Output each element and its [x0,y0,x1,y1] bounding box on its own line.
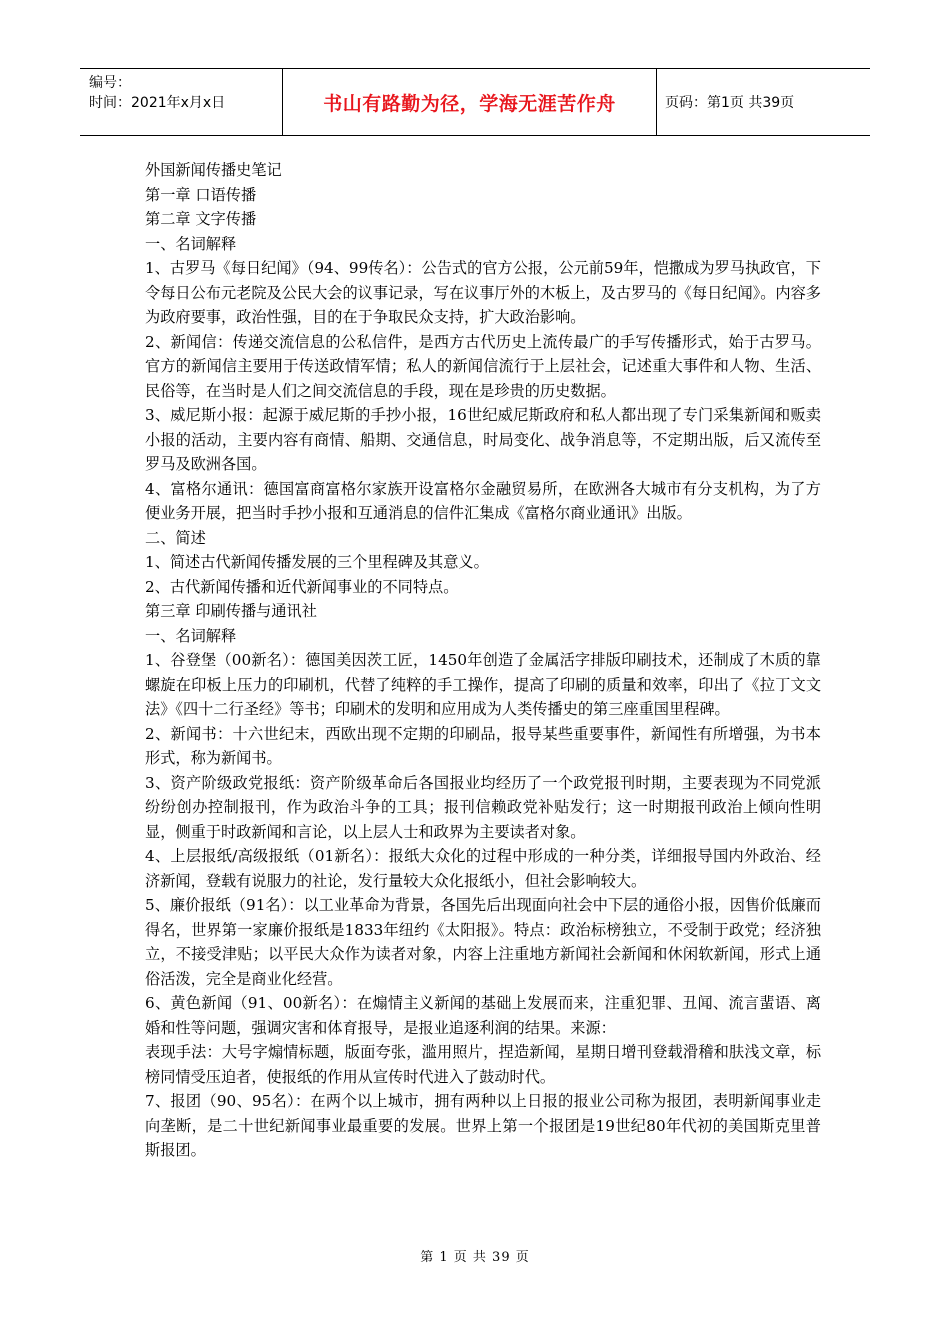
chapter-heading: 第二章 文字传播 [145,210,257,228]
paragraph: 4、富格尔通讯：德国富商富格尔家族开设富格尔金融贸易所，在欧洲各大城市有分支机构，为了方便业务开展，把当时手抄小报和互通消息的信件汇集成《富格尔商业通讯》出版。 [145,479,821,522]
date-label: 时间：2021年x月x日 [89,95,226,111]
paragraph: 4、上层报纸/高级报纸（01新名）：报纸大众化的过程中形成的一种分类，详细报导国内外政治、经济新闻，登载有说服力的社论，发行量较大众化报纸小，但社会影响较大。 [145,847,821,890]
doc-title: 外国新闻传播史笔记 [145,161,282,179]
document-body [145,158,821,1163]
chapter-heading: 第一章 口语传播 [145,185,257,204]
section-heading: 一、名词解释 [145,626,237,645]
header-meta [80,69,283,135]
number-label: 编号： [89,75,131,91]
paragraph: 7、报团（90、95名）：在两个以上城市，拥有两种以上日报的报业公司称为报团，表明新闻事业走向垄断，是二十世纪新闻事业最重要的发展。世界上第一个报团是19世纪80年代初的美国斯克里普斯报团。 [145,1092,821,1159]
paragraph: 3、威尼斯小报：起源于威尼斯的手抄小报，16世纪威尼斯政府和私人都出现了专门采集新闻和贩卖小报的活动，主要内容有商情、船期、交通信息，时局变化、战争消息等，不定期出版，后又流传至罗马及欧洲各国。 [145,406,821,473]
paragraph: 3、资产阶级政党报纸：资产阶级革命后各国报业均经历了一个政党报刊时期，主要表现为不同党派纷纷创办控制报刊，作为政治斗争的工具；报刊信赖政党补贴发行；这一时期报刊政治上倾向性明显，侧重于时政新闻和言论，以上层人士和政界为主要读者对象。 [145,773,821,841]
page-header [80,68,870,136]
page-footer: 第 1 页 共 39 页 [420,1250,530,1265]
paragraph: 2、古代新闻传播和近代新闻事业的不同特点。 [145,577,459,596]
paragraph: 表现手法：大号字煽情标题，版面夸张，滥用照片，捏造新闻，星期日增刊登载滑稽和肤浅文章，标榜同情受压迫者，使报纸的作用从宣传时代进入了鼓动时代。 [145,1043,821,1086]
paragraph: 1、谷登堡（00新名）：德国美因茨工匠，1450年创造了金属活字排版印刷技术，还制成了木质的靠螺旋在印板上压力的印刷机，代替了纯粹的手工操作，提高了印刷的质量和效率，印出了《拉丁文文法》《四十二行圣经》等书；印刷术的发明和应用成为人类传播史的第三座重国里程碑。 [145,651,821,718]
paragraph: 2、新闻信：传递交流信息的公私信件，是西方古代历史上流传最广的手写传播形式，始于古罗马。官方的新闻信主要用于传送政情军情；私人的新闻信流行于上层社会，记述重大事件和人物、生活、民俗等，在当时是人们之间交流信息的手段，现在是珍贵的历史数据。 [145,332,821,400]
section-heading: 二、简述 [145,528,206,547]
paragraph: 1、古罗马《每日纪闻》（94、99传名）：公告式的官方公报，公元前59年，恺撒成为罗马执政官，下令每日公布元老院及公民大会的议事记录，写在议事厅外的木板上，及古罗马的《每日纪闻》。内容多为政府要事，政治性强，目的在于争取民众支持，扩大政治影响。 [145,259,821,326]
header-page-info: 页码：第1页 共39页 [665,95,795,111]
paragraph: 2、新闻书：十六世纪末，西欧出现不定期的印刷品，报导某些重要事件，新闻性有所增强，为书本形式，称为新闻书。 [145,724,821,767]
paragraph: 5、廉价报纸（91名）：以工业革命为背景，各国先后出现面向社会中下层的通俗小报，因售价低廉而得名，世界第一家廉价报纸是1833年纽约《太阳报》。特点：政治标榜独立，不受制于政党；经济独立，不接受津贴；以平民大众作为读者对象，内容上注重地方新闻社会新闻和休闲软新闻，形式上通俗活泼，完全是商业化经营。 [145,896,821,988]
chapter-heading: 第三章 印刷传播与通讯社 [145,602,317,620]
header-motto: 书山有路勤为径，学海无涯苦作舟 [283,69,657,135]
paragraph: 1、简述古代新闻传播发展的三个里程碑及其意义。 [145,553,489,571]
paragraph: 6、黄色新闻（91、00新名）：在煽情主义新闻的基础上发展而来，注重犯罪、丑闻、流言蜚语、离婚和性等问题，强调灾害和体育报导，是报业追逐利润的结果。来源： [145,994,821,1037]
section-heading: 一、名词解释 [145,234,237,253]
